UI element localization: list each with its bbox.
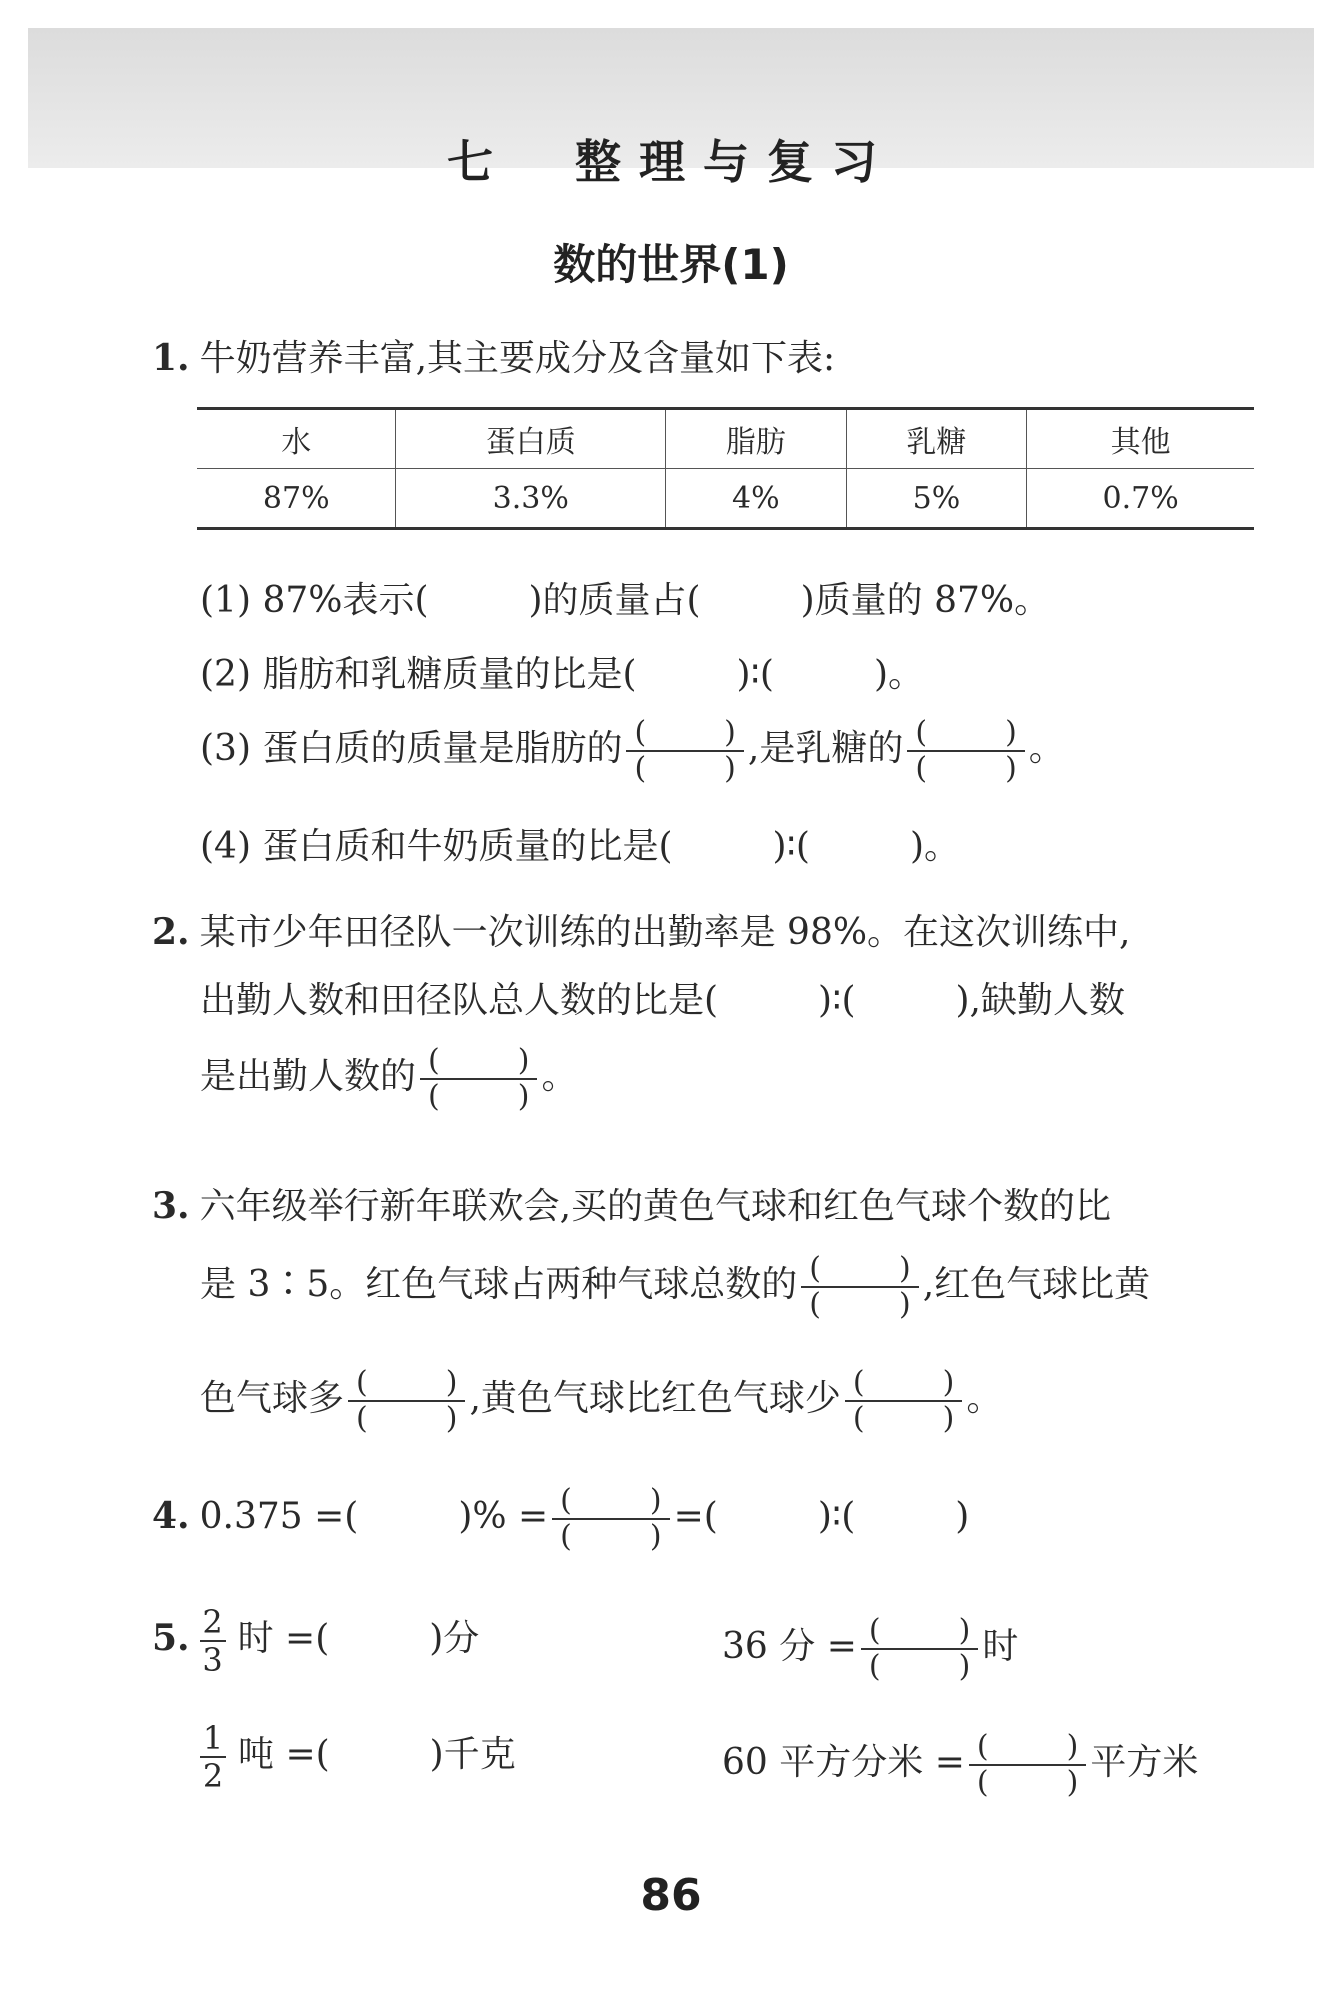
fraction-blank[interactable]: $\frac{( )}{( )}$ [907,716,1024,786]
page-number: 86 [640,1870,702,1921]
q3-line1 [152,1178,1111,1229]
q2-line2 [200,972,1125,1023]
q5-text: 平方米 [1090,1742,1199,1783]
table-header: 脂肪 [665,409,846,469]
q2-number: 2. [152,911,190,953]
q1-sub1-text: )的质量占( [528,580,701,621]
table-header: 水 [197,409,396,469]
q2-line1 [152,904,1131,955]
q3-line2 [200,1252,1150,1322]
q1-sub1 [200,572,1050,623]
q4-text: ) [955,1496,970,1537]
fraction [200,1720,226,1794]
q5-item4 [722,1730,1198,1800]
q1-sub2 [200,646,924,697]
q1-number: 1. [152,337,190,379]
q1-sub1-text: (1) 87%表示( [200,580,429,621]
section-title: 数的世界(1) [553,240,789,289]
q5-text: 吨 =( [238,1734,330,1775]
q2-text: 是出勤人数的 [200,1056,417,1097]
q4-text: =( [673,1496,718,1537]
q1-sub2-text: )∶( [736,654,774,695]
q5-text: 60 平方分米 = [722,1742,965,1783]
fraction-blank[interactable]: $\frac{( )}{( )}$ [420,1044,537,1114]
q1-sub3-text: 。 [1028,728,1065,769]
fraction [200,1604,226,1678]
q3-text: 。 [966,1378,1003,1419]
table-cell: 0.7% [1027,469,1254,529]
fraction-blank[interactable]: $\frac{( )}{( )}$ [969,1730,1086,1800]
q1-text: 牛奶营养丰富,其主要成分及含量如下表: [199,338,836,379]
table-cell: 87% [262,480,330,516]
q1-stem [152,330,835,381]
q5-text: 36 分 = [722,1626,857,1667]
q3-line3 [200,1366,1002,1436]
fraction-blank[interactable]: $\frac{( )}{( )}$ [801,1252,918,1322]
q2-line3 [200,1044,577,1114]
q5-item1 [152,1604,479,1678]
q3-text: ,红色气球比黄 [922,1264,1151,1305]
q1-sub4-text: )∶( [772,826,810,867]
q5-text: )分 [429,1618,480,1659]
q4-text: )∶( [817,1496,856,1537]
q2-text: 。 [541,1056,578,1097]
q3-text: 六年级举行新年联欢会,买的黄色气球和红色气球个数的比 [199,1186,1112,1227]
q1-sub3-text: ,是乳糖的 [747,728,904,769]
q3-text: 色气球多 [200,1378,345,1419]
q1-sub4-text: )。 [909,826,960,867]
q1-sub2-text: (2) 脂肪和乳糖质量的比是( [200,654,637,695]
q2-text: 某市少年田径队一次训练的出勤率是 98%。在这次训练中, [199,912,1131,953]
table-cell: 4% [665,469,846,529]
q4-text: )% = [458,1496,549,1537]
table-header: 乳糖 [846,409,1027,469]
chapter-title: 七 整理与复习 [447,135,895,189]
q1-sub3 [200,716,1065,786]
fraction-blank[interactable]: $\frac{( )}{( )}$ [626,716,743,786]
q5-text: )千克 [429,1734,516,1775]
fraction-numerator: 1 [202,1719,224,1757]
fraction-blank[interactable]: $\frac{( )}{( )}$ [348,1366,465,1436]
table-header: 其他 [1027,409,1254,469]
q5-text: 时 =( [237,1618,330,1659]
fraction-numerator: 2 [202,1603,223,1641]
chapter-banner [28,28,1314,189]
table-cell: 5% [846,469,1027,529]
q3-text: ,黄色气球比红色气球少 [469,1378,841,1419]
q1-sub4 [200,818,960,869]
fraction-denominator: 3 [202,1641,223,1679]
q1-sub2-text: )。 [873,654,924,695]
nutrition-table [197,407,1254,530]
q5-item3 [200,1720,516,1794]
fraction-denominator: 2 [202,1757,224,1795]
q4-text: 0.375 =( [199,1496,359,1537]
q5-number: 5. [152,1617,190,1659]
fraction-blank[interactable]: $\frac{( )}{( )}$ [552,1484,669,1554]
table-cell: 3.3% [396,469,666,529]
q1-sub4-text: (4) 蛋白质和牛奶质量的比是( [200,826,673,867]
fraction-blank[interactable]: $\frac{( )}{( )}$ [845,1366,962,1436]
q5-text: 时 [982,1626,1019,1667]
table-header-row [197,409,1254,469]
q2-text: 出勤人数和田径队总人数的比是( [200,980,719,1021]
q2-text: ),缺勤人数 [955,980,1126,1021]
q1-sub1-text: )质量的 87%。 [800,580,1051,621]
q1-sub3-text: (3) 蛋白质的质量是脂肪的 [200,728,623,769]
q4-number: 4. [152,1495,190,1537]
q5-item2 [722,1614,1018,1684]
q3-text: 是 3∶5。红色气球占两种气球总数的 [200,1264,798,1305]
q3-number: 3. [152,1185,190,1227]
fraction-blank[interactable]: $\frac{( )}{( )}$ [861,1614,978,1684]
q4-line [152,1484,969,1554]
table-header: 蛋白质 [396,409,666,469]
table-row [197,469,1254,529]
q2-text: )∶( [818,980,856,1021]
